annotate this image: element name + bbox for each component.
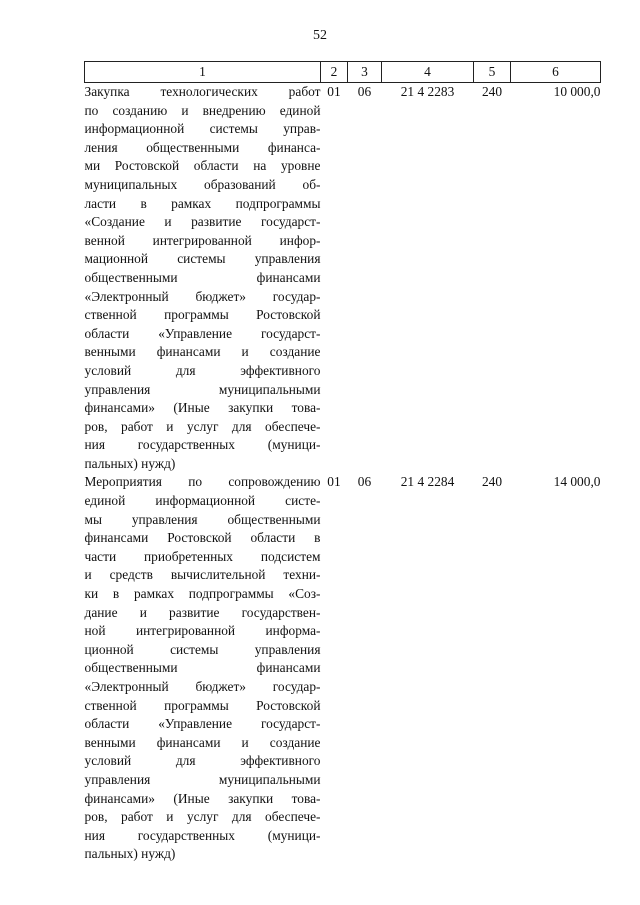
description-line: ния государственных (муници- — [84, 827, 321, 843]
description-line: и средств вычислительной техни- — [84, 567, 321, 583]
description-line: мационной системы управления — [84, 251, 321, 267]
description-line: финансами Ростовской области в — [84, 530, 321, 546]
description-line: области «Управление государст- — [84, 716, 321, 732]
description-line: венными финансами и создание — [84, 344, 321, 360]
description-line: по созданию и внедрению единой — [84, 102, 321, 118]
column-header-5: 5 — [474, 62, 511, 83]
description-line: ки в рамках подпрограммы «Соз- — [84, 586, 321, 602]
table-header-row — [85, 62, 601, 83]
expense-type-code: 240 — [481, 474, 503, 490]
description-line: общественными финансами — [84, 660, 321, 676]
description-line: Закупка технологических работ — [84, 84, 321, 99]
description-line: ственной программы Ростовской — [84, 697, 321, 713]
description-line: области «Управление государст- — [84, 325, 321, 341]
description-line: финансами» (Иные закупки това- — [84, 790, 321, 806]
description-line: Мероприятия по сопровождению — [84, 474, 321, 490]
target-article-code: 21 4 2284 — [400, 474, 455, 490]
description-line: муниципальных образований об- — [84, 176, 321, 192]
column-header-6: 6 — [511, 62, 601, 83]
subsection-code: 06 — [357, 84, 372, 99]
description-line: «Электронный бюджет» государ- — [84, 288, 321, 304]
description-line: венными финансами и создание — [84, 734, 321, 750]
table-row — [85, 473, 601, 863]
description-line: условий для эффективного — [84, 362, 321, 378]
description-line: общественными финансами — [84, 269, 321, 285]
table-row — [85, 83, 601, 474]
description-line: ласти в рамках подпрограммы — [84, 195, 321, 211]
description-line: «Создание и развитие государст- — [84, 214, 321, 230]
expense-type-code: 240 — [481, 84, 503, 99]
description-line: мы управления общественными — [84, 511, 321, 527]
description-line: дание и развитие государствен- — [84, 604, 321, 620]
description-line: ционной системы управления — [84, 641, 321, 657]
column-header-1: 1 — [85, 62, 321, 83]
description-line: пальных) нужд) — [84, 455, 176, 471]
description-line: ров, работ и услуг для обеспече- — [84, 809, 321, 825]
description-line: финансами» (Иные закупки това- — [84, 400, 321, 416]
description-line: информационной системы управ- — [84, 121, 321, 137]
description-line: пальных) нужд) — [84, 846, 176, 862]
amount-value: 14 000,0 — [553, 474, 601, 490]
column-header-2: 2 — [321, 62, 348, 83]
description-line: «Электронный бюджет» государ- — [84, 679, 321, 694]
section-code: 01 — [327, 474, 341, 490]
description-line: единой информационной систе- — [84, 493, 321, 509]
row-description — [85, 83, 321, 474]
description-line: ления общественными финанса- — [84, 139, 321, 155]
budget-table — [84, 61, 601, 864]
description-line: ров, работ и услуг для обеспече- — [84, 418, 321, 434]
section-code: 01 — [327, 84, 341, 99]
description-line: управления муниципальными — [84, 771, 321, 787]
target-article-code: 21 4 2283 — [400, 84, 455, 99]
page-number: 52 — [313, 28, 327, 43]
description-line: ния государственных (муници- — [84, 437, 321, 453]
description-line: части приобретенных подсистем — [84, 548, 321, 564]
subsection-code: 06 — [357, 474, 372, 490]
description-line: управления муниципальными — [84, 381, 321, 397]
description-line: венной интегрированной инфор- — [84, 232, 321, 248]
column-header-3: 3 — [348, 62, 382, 83]
description-line: условий для эффективного — [84, 753, 321, 769]
description-line: ственной программы Ростовской — [84, 307, 321, 323]
row-description — [85, 473, 321, 863]
description-line: ми Ростовской области на уровне — [84, 158, 321, 174]
column-header-4: 4 — [382, 62, 474, 83]
amount-value: 10 000,0 — [553, 84, 601, 99]
description-line: ной интегрированной информа- — [84, 623, 321, 639]
